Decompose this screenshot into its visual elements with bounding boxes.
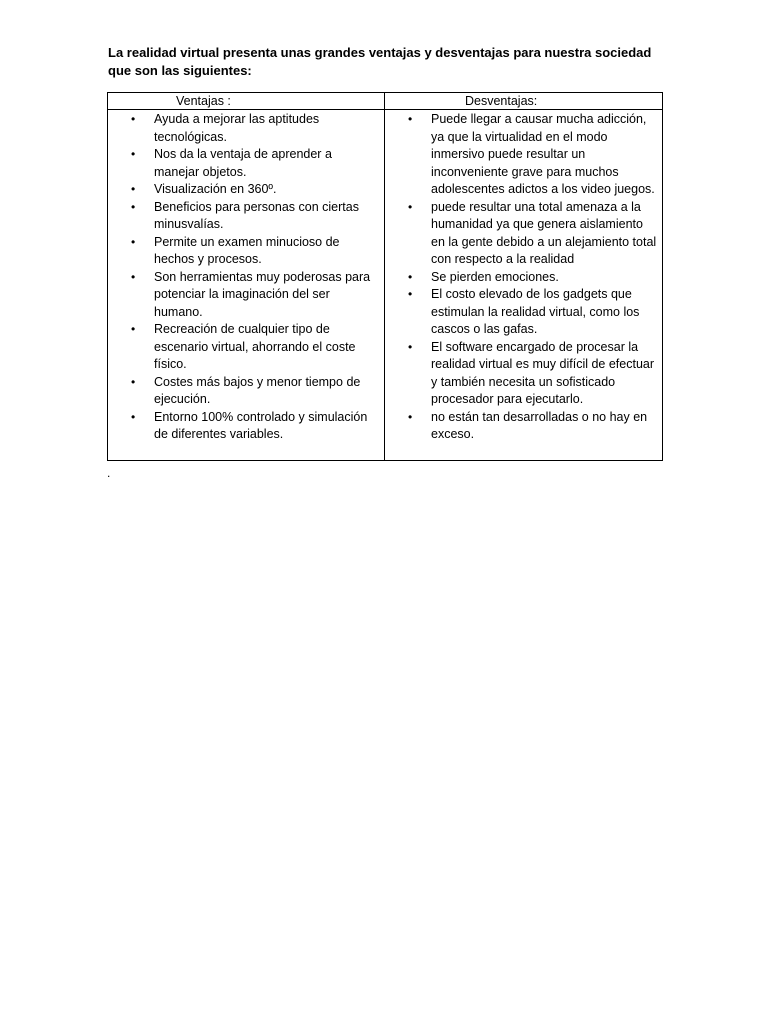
desventaja-item [385, 409, 662, 444]
desventaja-item [385, 269, 662, 287]
ventaja-item [108, 181, 384, 199]
header-desventajas: Desventajas: [385, 93, 663, 110]
desventaja-item-text: Puede llegar a causar mucha adicción, ya que la virtualidad en el modo inmersivo puede resultar un inconveniente grave para muchos adolescentes adictos a los video juegos. [431, 112, 655, 196]
ventaja-item [108, 199, 384, 234]
table-body-row [108, 110, 663, 461]
desventaja-item [385, 199, 662, 269]
ventaja-item-text: Entorno 100% controlado y simulación de diferentes variables. [154, 409, 368, 441]
ventaja-item-text: Visualización en 360º. [154, 182, 277, 196]
bullet-icon: • [408, 409, 413, 424]
ventajas-list [108, 110, 384, 444]
bullet-icon: • [408, 339, 413, 354]
intro-paragraph: La realidad virtual presenta unas grandes ventajas y desventajas para nuestra sociedad que son las siguientes: [108, 45, 652, 78]
ventaja-item [108, 234, 384, 269]
bullet-icon: • [131, 112, 136, 126]
desventaja-item-text: El software encargado de procesar la realidad virtual es muy difícil de efectuar y también necesita un sofisticado procesador para ejecutarlo. [431, 339, 655, 406]
bullet-icon: • [131, 234, 136, 249]
table-header-row [108, 93, 663, 110]
desventaja-item [385, 339, 662, 409]
ventaja-item [108, 111, 384, 146]
desventajas-cell [385, 110, 663, 461]
ventaja-item [108, 409, 384, 444]
ventaja-item-text: Nos da la ventaja de aprender a manejar objetos. [154, 147, 332, 179]
ventaja-item [108, 146, 384, 181]
desventaja-item [385, 111, 662, 199]
bullet-icon: • [408, 287, 413, 301]
pros-cons-table [107, 92, 663, 461]
ventaja-item-text: Beneficios para personas con ciertas minusvalías. [154, 199, 359, 231]
bullet-icon: • [408, 112, 413, 126]
desventaja-item-text: Se pierden emociones. [431, 269, 559, 284]
ventaja-item [108, 321, 384, 374]
ventajas-cell [108, 110, 385, 461]
ventaja-item-text: Son herramientas muy poderosas para potenciar la imaginación del ser humano. [154, 269, 371, 319]
desventaja-item-text: no están tan desarrolladas o no hay en exceso. [431, 409, 648, 441]
bullet-icon: • [131, 147, 136, 161]
desventaja-item-text: El costo elevado de los gadgets que estimulan la realidad virtual, como los cascos o las gafas. [431, 287, 640, 336]
bullet-icon: • [131, 199, 136, 214]
trailing-period: . [107, 466, 111, 480]
ventaja-item-text: Costes más bajos y menor tiempo de ejecución. [154, 374, 361, 406]
bullet-icon: • [131, 182, 136, 196]
bullet-icon: • [408, 199, 413, 214]
desventaja-item-text: puede resultar una total amenaza a la humanidad ya que genera aislamiento en la gente debido a un alejamiento total con respecto a la realidad [431, 199, 657, 266]
bullet-icon: • [131, 374, 136, 389]
ventaja-item [108, 374, 384, 409]
header-ventajas: Ventajas : [108, 93, 385, 110]
desventaja-item [385, 286, 662, 339]
ventaja-item [108, 269, 384, 322]
ventaja-item-text: Recreación de cualquier tipo de escenario virtual, ahorrando el coste físico. [154, 322, 356, 371]
ventaja-item-text: Permite un examen minucioso de hechos y procesos. [154, 234, 340, 266]
bullet-icon: • [131, 269, 136, 284]
ventaja-item-text: Ayuda a mejorar las aptitudes tecnológicas. [154, 112, 320, 144]
bullet-icon: • [131, 409, 136, 424]
bullet-icon: • [408, 269, 413, 284]
desventajas-list [385, 110, 662, 444]
bullet-icon: • [131, 322, 136, 336]
